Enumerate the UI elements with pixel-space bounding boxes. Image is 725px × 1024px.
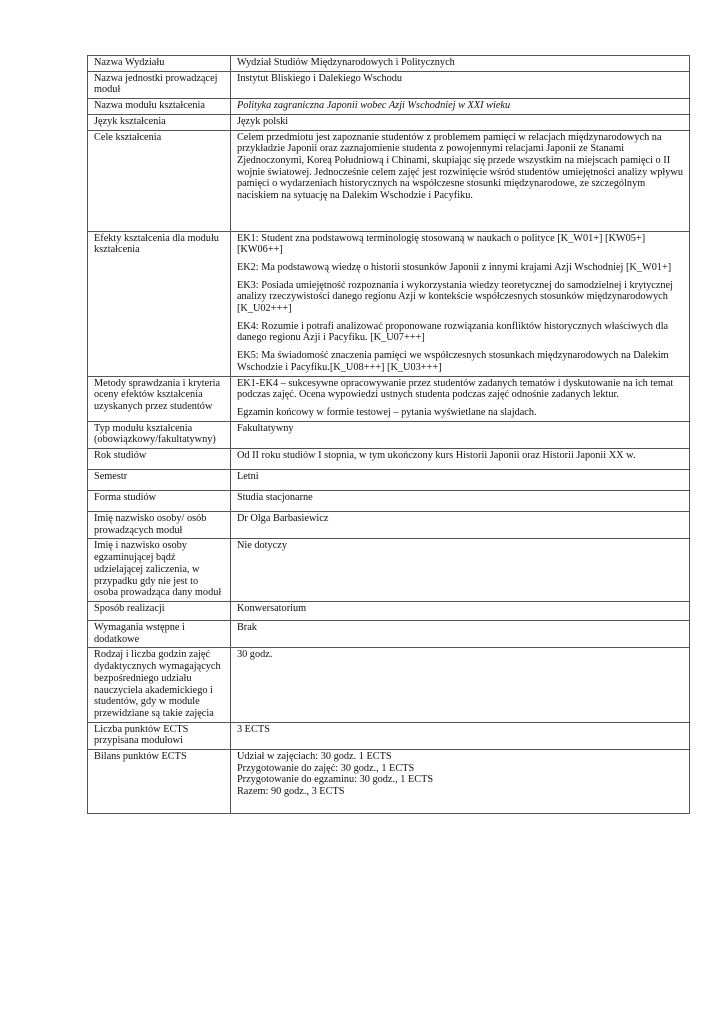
row-value: Studia stacjonarne: [230, 491, 689, 512]
table-row: [88, 71, 690, 98]
row-label: Efekty kształcenia dla modułu kształcenia: [88, 231, 231, 376]
table-row: [88, 99, 690, 115]
row-label: Nazwa modułu kształcenia: [88, 99, 231, 115]
ects-balance-line: Przygotowanie do zajęć: 30 godz., 1 ECTS: [236, 762, 415, 774]
learning-outcomes-cell: [230, 231, 689, 376]
row-value: Dr Olga Barbasiewicz: [230, 512, 689, 539]
learning-outcome-item: EK5: Ma świadomość znaczenia pamięci we współczesnych stosunkach międzynarodowych na Dalekim Wschodzie i Pacyfiku.[K_U08+++] [K_U03+++]: [236, 350, 669, 373]
table-row: [88, 449, 690, 470]
row-label: Bilans punktów ECTS: [88, 750, 231, 814]
table-row: [88, 56, 690, 72]
table-row: [88, 539, 690, 602]
table-row: [88, 648, 690, 722]
table-row: [88, 750, 690, 814]
row-label: Wymagania wstępne i dodatkowe: [88, 620, 231, 647]
row-value: Język polski: [230, 114, 689, 130]
table-row: [88, 231, 690, 376]
row-label: Metody sprawdzania i kryteria oceny efektów kształcenia uzyskanych przez studentów: [88, 376, 231, 421]
row-value: Celem przedmiotu jest zapoznanie studentów z problemem pamięci w relacjach międzynarodowych na przykładzie Japonii oraz zaznajomienie studenta z powojennymi relacjami Japonii ze Stanami Zjednoczonymi, Koreą Południową i Chinami, skupiając się przede wszystkim na miejscach pamięci o II wojnie światowej. Jednocześnie celem zajęć jest rozwinięcie wśród studentów umiejętności analizy wpływu pamięci o wydarzeniach historycznych na współczesne stosunki międzynarodowe, ze szczególnym naciskiem na sytuację na Dalekim Wschodzie i Pacyfiku.: [230, 130, 689, 231]
module-name-value: Polityka zagraniczna Japonii wobec Azji Wschodniej w XXI wieku: [230, 99, 689, 115]
row-value: Letni: [230, 470, 689, 491]
row-value: Wydział Studiów Międzynarodowych i Politycznych: [230, 56, 689, 72]
course-description-document: [87, 55, 690, 814]
row-value: Od II roku studiów I stopnia, w tym ukończony kurs Historii Japonii oraz Historii Japonii XX w.: [230, 449, 689, 470]
row-label: Nazwa jednostki prowadzącej moduł: [88, 71, 231, 98]
learning-outcome-item: EK4: Rozumie i potrafi analizować proponowane rozwiązania konfliktów historycznych właściwych dla danego regionu Azji i Pacyfiku. [K_U07+++]: [236, 320, 669, 344]
assessment-methods-cell: [230, 376, 689, 421]
assessment-method-item: EK1-EK4 – sukcesywne opracowywanie przez studentów zadanych tematów i dyskutowanie na ich temat podczas zajęć. Ocena wypowiedzi ustnych studenta podczas zajęć odnośnie zadanych lektur.: [236, 377, 674, 401]
table-row: [88, 421, 690, 448]
assessment-method-item: Egzamin końcowy w formie testowej – pytania wyświetlane na slajdach.: [236, 406, 537, 418]
table-row: [88, 114, 690, 130]
row-label: Język kształcenia: [88, 114, 231, 130]
table-row: [88, 130, 690, 231]
ects-balance-line: Razem: 90 godz., 3 ECTS: [236, 786, 345, 798]
row-label: Typ modułu kształcenia (obowiązkowy/fakultatywny): [88, 421, 231, 448]
row-label: Liczba punktów ECTS przypisana modułowi: [88, 722, 231, 749]
ects-balance-line: Udział w zajęciach: 30 godz. 1 ECTS: [236, 751, 392, 763]
learning-outcome-item: EK3: Posiada umiejętność rozpoznania i wykorzystania wiedzy teoretycznej do samodzielnej i krytycznej analizy rzeczywistości danego regionu Azji w kontekście współczesnych stosunków międzynarodowych [K_U02+++]: [236, 279, 673, 315]
row-label: Imię i nazwisko osoby egzaminującej bądź udzielającej zaliczenia, w przypadku gdy nie jest to osoba prowadząca dany moduł: [88, 539, 231, 602]
row-label: Sposób realizacji: [88, 601, 231, 620]
row-value: 3 ECTS: [230, 722, 689, 749]
table-row: [88, 491, 690, 512]
row-value: Nie dotyczy: [230, 539, 689, 602]
row-label: Semestr: [88, 470, 231, 491]
row-value: Konwersatorium: [230, 601, 689, 620]
table-row: [88, 512, 690, 539]
learning-outcome-item: EK2: Ma podstawową wiedzę o historii stosunków Japonii z innymi krajami Azji Wschodniej [K_W01+]: [236, 261, 672, 273]
ects-balance-line: Przygotowanie do egzaminu: 30 godz., 1 ECTS: [236, 774, 434, 786]
module-description-table: [87, 55, 690, 814]
table-row: [88, 376, 690, 421]
table-row: [88, 470, 690, 491]
row-label: Rodzaj i liczba godzin zajęć dydaktycznych wymagających bezpośredniego udziału nauczyciela akademickiego i studentów, gdy w module przewidziane są takie zajęcia: [88, 648, 231, 722]
row-label: Forma studiów: [88, 491, 231, 512]
row-label: Nazwa Wydziału: [88, 56, 231, 72]
row-label: Rok studiów: [88, 449, 231, 470]
ects-balance-cell: [230, 750, 689, 814]
row-value: 30 godz.: [230, 648, 689, 722]
table-row: [88, 722, 690, 749]
row-value: Brak: [230, 620, 689, 647]
row-label: Imię nazwisko osoby/ osób prowadzących moduł: [88, 512, 231, 539]
table-row: [88, 620, 690, 647]
row-value: Fakultatywny: [230, 421, 689, 448]
row-label: Cele kształcenia: [88, 130, 231, 231]
row-value: Instytut Bliskiego i Dalekiego Wschodu: [230, 71, 689, 98]
table-row: [88, 601, 690, 620]
learning-outcome-item: EK1: Student zna podstawową terminologię stosowaną w naukach o polityce [K_W01+] [KW05+] [KW06++]: [236, 232, 646, 256]
